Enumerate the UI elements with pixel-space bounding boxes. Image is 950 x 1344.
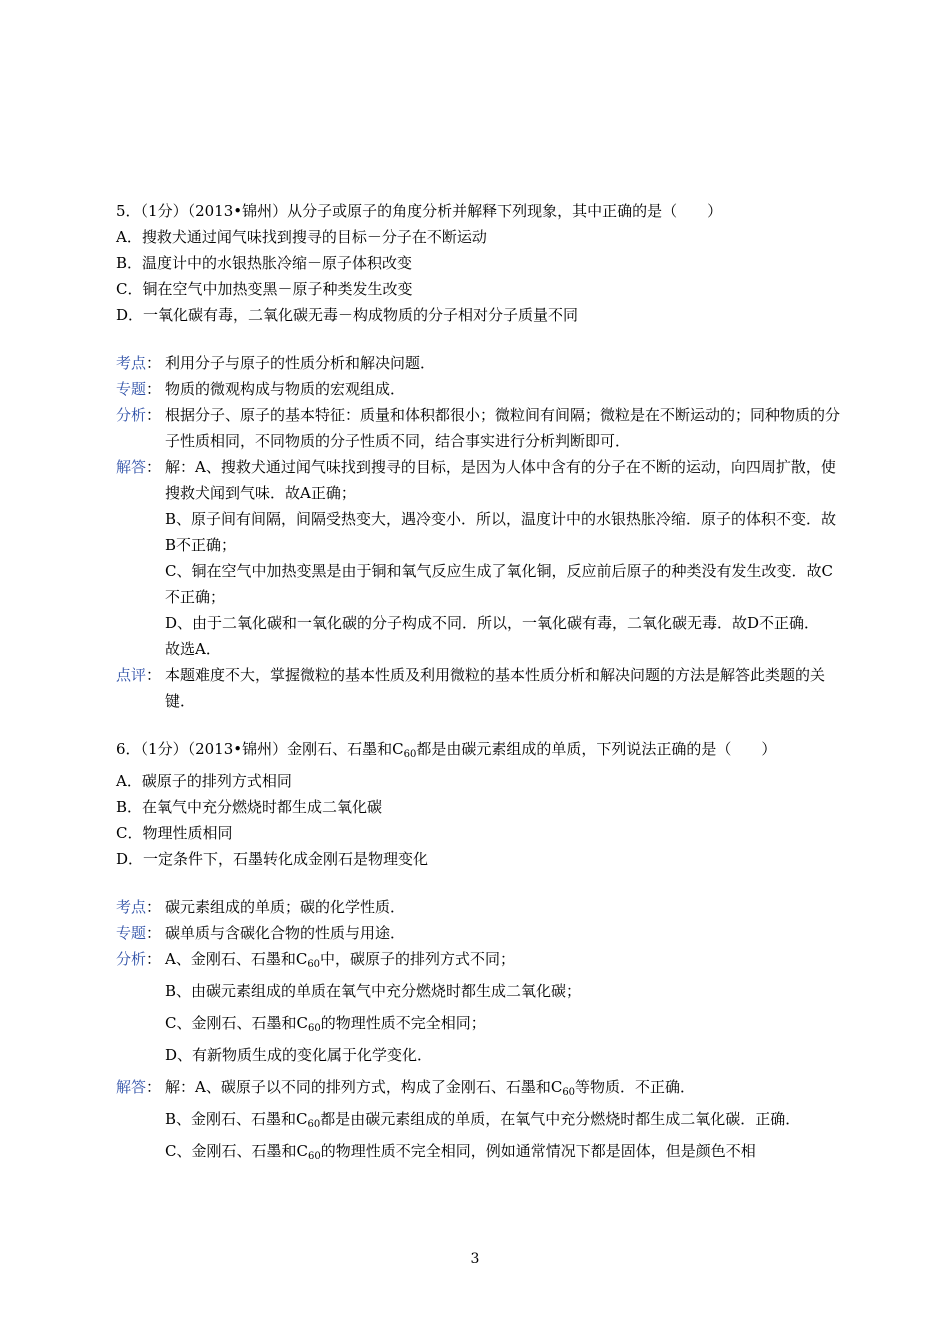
q5-fenxi-text: 根据分子、原子的基本特征：质量和体积都很小；微粒间有间隔；微粒是在不断运动的；同种物质的分子性质相同，不同物质的分子性质不同，结合事实进行分析判断即可． [165, 406, 841, 450]
q5-option-b: B．温度计中的水银热胀冷缩－原子体积改变 [116, 254, 413, 272]
fenxi-label: 分析 [116, 406, 147, 424]
q6-zhuanti: 专题： 碳单质与含碳化合物的性质与用途． [116, 920, 842, 946]
q6-option-c: C．物理性质相同 [116, 824, 233, 842]
q5-dianping: 点评： 本题难度不大，掌握微粒的基本性质及利用微粒的基本性质分析和解决问题的方法是解答此类题的关键． [116, 662, 842, 714]
q6-fenxi-line: C、金刚石、石墨和$C_{60}$的物理性质不完全相同； [165, 1014, 486, 1034]
page-number: 3 [470, 1251, 480, 1267]
jieda-label: 解答 [116, 458, 147, 476]
dianping-label: 点评 [116, 666, 147, 684]
q6-fenxi-line: D、有新物质生成的变化属于化学变化． [165, 1046, 433, 1064]
q5-jieda-line: B、原子间有间隔，间隔受热变大，遇冷变小．所以，温度计中的水银热胀冷缩．原子的体积不变．故B不正确； [165, 510, 837, 554]
q6-option-d: D．一定条件下，石墨转化成金刚石是物理变化 [116, 850, 429, 868]
q6-option-a: A．碳原子的排列方式相同 [116, 772, 292, 790]
q5-option-c: C．铜在空气中加热变黑－原子种类发生改变 [116, 280, 413, 298]
q5-option-a: A．搜救犬通过闻气味找到搜寻的目标－分子在不断运动 [116, 228, 487, 246]
q5-fenxi: 分析： 根据分子、原子的基本特征：质量和体积都很小；微粒间有间隔；微粒是在不断运动的；同种物质的分子性质相同，不同物质的分子性质不同，结合事实进行分析判断即可． [116, 402, 842, 454]
q6-jieda-line: 解：A、碳原子以不同的排列方式，构成了金刚石、石墨和$C_{60}$等物质．不正确． [165, 1078, 696, 1098]
q6-fenxi-line: A、金刚石、石墨和$C_{60}$中，碳原子的排列方式不同； [165, 950, 516, 970]
q5-stem: 5．（1分）（2013•锦州）从分子或原子的角度分析并解释下列现象，其中正确的是（ ） [116, 202, 723, 220]
q6-stem: 6．（1分）（2013•锦州）金刚石、石墨和$C_{60}$都是由碳元素组成的单质，下列说法正确的是（ ） [116, 740, 777, 760]
q6-fenxi-line: B、由碳元素组成的单质在氧气中充分燃烧时都生成二氧化碳； [165, 982, 582, 1000]
zhuanti-label: 专题 [116, 380, 147, 398]
q6-option-b: B．在氧气中充分燃烧时都生成二氧化碳 [116, 798, 383, 816]
kaodian-label: 考点 [116, 898, 147, 916]
q6-jieda-line: C、金刚石、石墨和$C_{60}$的物理性质不完全相同，例如通常情况下都是固体，但是颜色不相 [165, 1142, 756, 1162]
fenxi-label: 分析 [116, 950, 147, 968]
zhuanti-label: 专题 [116, 924, 147, 942]
kaodian-label: 考点 [116, 354, 147, 372]
jieda-label: 解答 [116, 1078, 147, 1096]
q5-dianping-text: 本题难度不大，掌握微粒的基本性质及利用微粒的基本性质分析和解决问题的方法是解答此类题的关键． [165, 666, 826, 710]
page-content [116, 198, 842, 1170]
q6-kaodian: 考点： 碳元素组成的单质；碳的化学性质． [116, 894, 842, 920]
q5-zhuanti: 专题： 物质的微观构成与物质的宏观组成． [116, 376, 842, 402]
q5-option-d: D．一氧化碳有毒，二氧化碳无毒－构成物质的分子相对分子质量不同 [116, 306, 579, 324]
q6-jieda: 解答： 解：A、碳原子以不同的排列方式，构成了金刚石、石墨和$C_{60}$等物质．不正确． B、金刚石、石墨和$C_{60}$都是由碳元素组成的单质，在氧气中充分燃烧时都生成二氧化碳．正确． C、金刚石、石墨和$C_{60}$的物理性质不完全相同，例如通常情况下都是固体，但是颜色不相 [116, 1074, 842, 1170]
q5-kaodian-text: 利用分子与原子的性质分析和解决问题． [165, 354, 436, 372]
q6-kaodian-text: 碳元素组成的单质；碳的化学性质． [165, 898, 406, 916]
q5-jieda-line: C、铜在空气中加热变黑是由于铜和氧气反应生成了氧化铜，反应前后原子的种类没有发生改变．故C不正确； [165, 562, 833, 606]
q5-kaodian: 考点： 利用分子与原子的性质分析和解决问题． [116, 350, 842, 376]
q5-zhuanti-text: 物质的微观构成与物质的宏观组成． [165, 380, 406, 398]
q5-jieda-line: 故选A． [165, 640, 221, 658]
q6-fenxi: 分析： A、金刚石、石墨和$C_{60}$中，碳原子的排列方式不同； B、由碳元素组成的单质在氧气中充分燃烧时都生成二氧化碳； C、金刚石、石墨和$C_{60}$的物理性质不完全相同； D、有新物质生成的变化属于化学变化． [116, 946, 842, 1074]
q5-jieda: 解答： 解：A、搜救犬通过闻气味找到搜寻的目标，是因为人体中含有的分子在不断的运动，向四周扩散，使搜救犬闻到气味．故A正确； B、原子间有间隔，间隔受热变大，遇冷变小．所以，温度计中的水银热胀冷缩．原子的体积不变．故B不正确； C、铜在空气中加热变黑是由于铜和氧气反应生成了氧化铜，反应前后原子的种类没有发生改变．故C不正确； D、由于二氧化碳和一氧化碳的分子构成不同．所以，一氧化碳有毒，二氧化碳无毒．故D不正确． 故选A． [116, 454, 842, 662]
q6-zhuanti-text: 碳单质与含碳化合物的性质与用途． [165, 924, 406, 942]
q5-jieda-line: 解：A、搜救犬通过闻气味找到搜寻的目标，是因为人体中含有的分子在不断的运动，向四周扩散，使搜救犬闻到气味．故A正确； [165, 458, 836, 502]
q5-jieda-line: D、由于二氧化碳和一氧化碳的分子构成不同．所以，一氧化碳有毒，二氧化碳无毒．故D不正确． [165, 614, 820, 632]
q6-jieda-line: B、金刚石、石墨和$C_{60}$都是由碳元素组成的单质，在氧气中充分燃烧时都生成二氧化碳．正确． [165, 1110, 801, 1130]
